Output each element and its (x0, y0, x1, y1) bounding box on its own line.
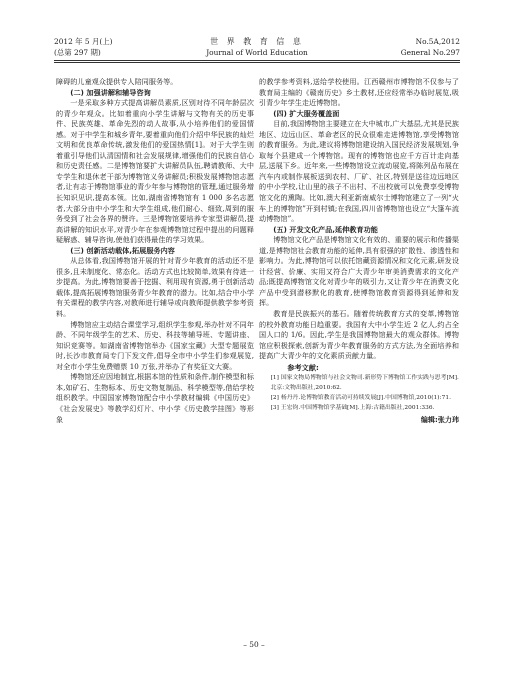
body-paragraph: 博物馆文化产品是博物馆文化有效的、重要的展示和传播渠道,是博物馆社会教育功能的延伸,具有很强的扩散性、渗透性和影响力。为此,博物馆可以依托馆藏资源情况和文化元素,研发设计经营、价廉、实用又符合广大青少年审美消费需求的文化产品;既提高博物馆文化对青少年的吸引力,又让青少年在消费文化产品中受到潜移默化的教育,使博物馆教育资源得到延伸和发挥。 (259, 235, 459, 308)
body-paragraph: 目前,我国博物馆主要建立在大中城市,广大基层,尤其是民族地区、边远山区、革命老区的民众很难走进博物馆,享受博物馆的教育服务。为此,建议将博物馆建设纳入国民经济发展规划,争取每个县建成一个博物馆。现有的博物馆也应千方百计走向基层,送展下乡。近年来,一些博物馆设立流动展览,将陈列品布展在汽车内或制作展板送到农村、厂矿、社区,特别是送往边远地区的中小学校,让山里的孩子不出村、不出校就可以免费享受博物馆文化的熏陶。比如,澳大利亚新南威尔士博物馆建立了一列“火车上的博物馆”开到村镇;在我国,四川省博物馆也设立“大篷车流动博物馆”。 (259, 119, 459, 224)
header-center (54, 36, 460, 58)
body-paragraph: 博物馆还应因地制宜,根据本馆的性质和条件,制作模型和标本,如矿石、生物标本、历史文物复制品、科学模型等,借给学校组织教学。中国国家博物馆配合中小学教材编辑《中国历史》《社会发展史》等教学幻灯片、中小学《历史教学挂图》等形象 (56, 372, 254, 424)
journal-title-en: Journal of World Education (206, 48, 308, 57)
running-header (54, 36, 460, 66)
body-paragraph: 的教学参考资料,送给学校使用。江西赣州市博物馆不仅参与了教育局主编的《赣南历史》乡土教材,还应经常举办临时展览,吸引青少年学生走近博物馆。 (259, 77, 459, 108)
body-paragraph: 教育是民族振兴的基石。随着传统教育方式的变革,博物馆的校外教育功能日趋重要。我国有大中小学生近 2 亿人,约占全国人口的 1/6。因此,学生是我国博物馆最大的观众群体。博物馆应积极探索,创新为青少年教育服务的方式方法,为全面培养和提高广大青少年的文化素质贡献力量。 (259, 309, 459, 361)
header-general-number: General No.297 (400, 48, 460, 57)
section-heading: (二) 加强讲解和辅导咨询 (70, 87, 151, 97)
body-paragraph: 障碍的儿童观众提供专人陪同服务等。 (56, 77, 178, 86)
reference-item: [1] 国家文物局博物馆与社会文物司.新形势下博物馆工作实践与思考[M].北京:文物出版社,2010:62. (270, 375, 459, 392)
reference-item: [2] 杨丹丹.论博物馆教育活动可持续发展[J].中国博物馆,2010(1):71. (270, 395, 451, 402)
header-rule-thick (54, 60, 460, 61)
section-heading: (三) 创新活动载体,拓展服务内容 (70, 245, 175, 255)
header-date: 2012 年 5 月(上) (54, 37, 113, 46)
left-column (56, 77, 254, 425)
references-heading: 参考文献: (287, 362, 319, 372)
header-number: No.5A,2012 (415, 37, 460, 46)
header-issue: (总第 297 期) (54, 48, 101, 57)
reference-item: [3] 王宏钧.中国博物馆学基础[M].上海:古籍出版社,2001:336. (270, 405, 435, 412)
header-right (401, 36, 460, 58)
right-column (259, 77, 459, 426)
editor-credit: 编辑:张力玮 (420, 416, 459, 425)
body-paragraph: 一是采取多种方式提高讲解员素质,区别对待不同年龄层次的青少年观众。比如着重向小学生讲解与文物有关的历史事件、民族英雄、革命先烈的动人故事,从小培养他们的爱国情感。对于中学生和城乡青年,要着重向他们介绍中华民族的灿烂文明和优良革命传统,激发他们的爱国热情[1]。对于大学生则着重引导他们认清国情和社会发展规律,增强他们的民族自信心和历史责任感。二是博物馆要扩大讲解员队伍,聘请教师、大中专学生和退休老干部为博物馆义务讲解员;积极发展博物馆志愿者,让有志于博物馆事业的青少年参与博物馆的管理,通过服务增长知识见识,提高本领。比如,湖南省博物馆有 1 000 多名志愿者,大部分由中小学生和大学生组成,他们耐心、细致,周到的服务受到了社会各界的赞许。三是博物馆要培养专家型讲解员,提高讲解的知识水平,对青少年在参观博物馆过程中提出的问题释疑解惑、辅导咨询,使他们获得最佳的学习效果。 (56, 98, 254, 245)
section-heading: (四) 扩大服务覆盖面 (273, 108, 340, 118)
header-rule-thin (54, 62, 460, 63)
body-paragraph: 从总体看,我国博物馆开展的针对青少年教育的活动还不是很多,且未制度化、常态化。活动方式也比较简单,效果有待进一步提高。为此,博物馆要善于挖掘、利用现有资源,勇于创新活动载体,提高拓展博物馆服务青少年教育的潜力。比如,结合中小学有关课程的教学内容,对教师进行辅导或向教师提供教学参考资料。 (56, 256, 254, 319)
section-heading: (五) 开发文化产品,延伸教育功能 (273, 224, 378, 234)
page-number: – 50 – (243, 640, 265, 649)
body-paragraph: 博物馆应主动结合课堂学习,组织学生参观,举办针对不同年龄、不同年级学生的艺术、历史、科技等辅导班、专题讲座、知识竞赛等。如湖南省博物馆举办《国家宝藏》大型专题展览时,长沙市教育局专门下发文件,倡导全市中小学生们参观展览,对全市小学生免费赠票 10 万张,并举办了有奖征文大赛。 (56, 319, 254, 371)
journal-title-zh: 世 界 教 育 信 息 (210, 37, 304, 46)
